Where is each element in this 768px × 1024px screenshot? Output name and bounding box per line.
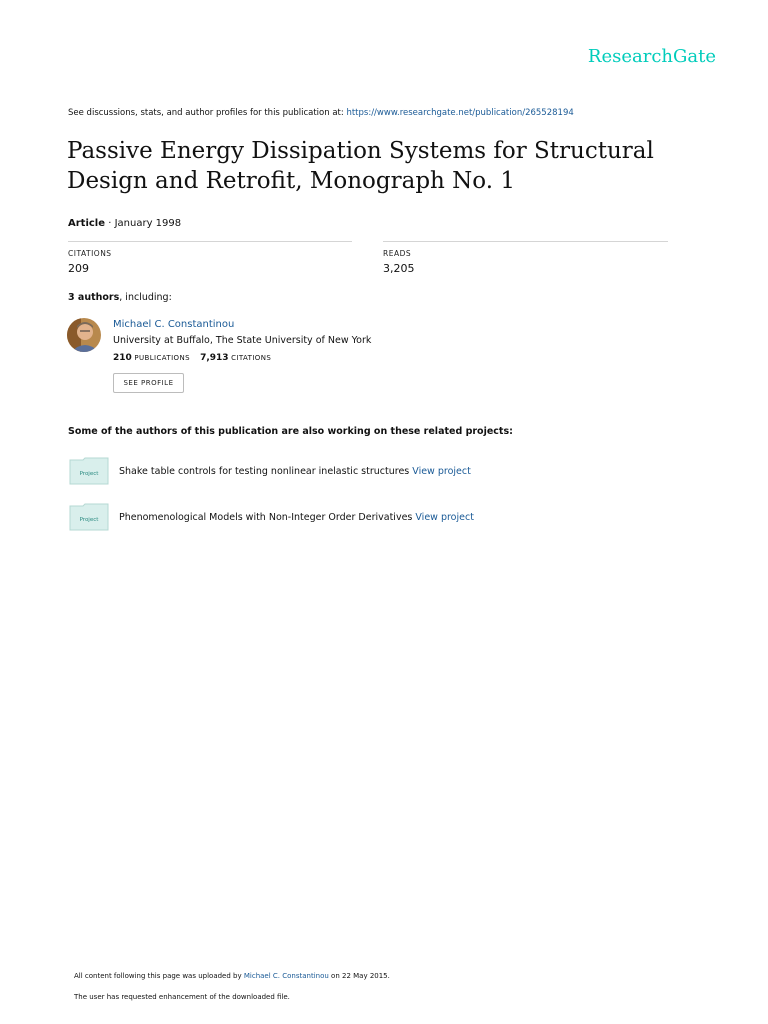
reads-label: READS bbox=[383, 249, 412, 258]
author-publications-count: 210 bbox=[113, 353, 132, 363]
project-title: Phenomenological Models with Non-Integer Order Derivatives bbox=[119, 512, 413, 523]
project-row-1 bbox=[119, 466, 471, 477]
see-profile-button[interactable]: SEE PROFILE bbox=[113, 373, 184, 393]
author-publications-label: PUBLICATIONS bbox=[134, 354, 190, 362]
author-affiliation: University at Buffalo, The State University of New York bbox=[113, 335, 372, 346]
upload-suffix: on 22 May 2015. bbox=[331, 972, 390, 980]
publication-url-link[interactable]: https://www.researchgate.net/publication/265528194 bbox=[346, 108, 574, 118]
uploader-link[interactable]: Michael C. Constantinou bbox=[243, 972, 329, 980]
publication-meta bbox=[68, 218, 181, 229]
upload-prefix: All content following this page was uploaded by bbox=[74, 972, 242, 980]
researchgate-logo[interactable]: ResearchGate bbox=[587, 46, 716, 67]
authors-including: , including: bbox=[119, 292, 172, 303]
authors-count: 3 authors bbox=[68, 292, 120, 303]
publication-type: Article bbox=[68, 218, 106, 229]
author-photo-icon bbox=[67, 318, 101, 352]
author-name-link[interactable]: Michael C. Constantinou bbox=[113, 319, 235, 330]
view-project-link[interactable]: View project bbox=[412, 466, 471, 477]
project-icon-label: Project bbox=[79, 471, 99, 477]
publication-date: · January 1998 bbox=[108, 218, 182, 229]
upload-note bbox=[74, 972, 390, 980]
author-citations-count: 7,913 bbox=[200, 353, 229, 363]
author-stats bbox=[113, 353, 271, 363]
discussion-line bbox=[68, 108, 574, 118]
view-project-link[interactable]: View project bbox=[415, 512, 474, 523]
avatar[interactable] bbox=[67, 318, 101, 352]
project-row-2 bbox=[119, 512, 474, 523]
project-icon-label: Project bbox=[79, 517, 99, 523]
project-folder-icon bbox=[69, 503, 109, 531]
enhancement-note: The user has requested enhancement of the downloaded file. bbox=[74, 993, 290, 1001]
projects-heading: Some of the authors of this publication are also working on these related projects: bbox=[68, 426, 513, 437]
reads-divider bbox=[383, 241, 668, 242]
project-item[interactable] bbox=[69, 503, 109, 535]
discussion-text: See discussions, stats, and author profiles for this publication at: bbox=[68, 108, 344, 118]
citations-divider bbox=[68, 241, 352, 242]
reads-value: 3,205 bbox=[383, 262, 415, 275]
citations-label: CITATIONS bbox=[68, 249, 112, 258]
project-item[interactable] bbox=[69, 457, 109, 489]
authors-summary bbox=[68, 292, 172, 303]
author-citations-label: CITATIONS bbox=[231, 354, 272, 362]
project-title: Shake table controls for testing nonlinear inelastic structures bbox=[119, 466, 410, 477]
citations-value: 209 bbox=[68, 262, 89, 275]
project-folder-icon bbox=[69, 457, 109, 485]
publication-title: Passive Energy Dissipation Systems for Structural Design and Retrofit, Monograph No. 1 bbox=[67, 138, 654, 194]
